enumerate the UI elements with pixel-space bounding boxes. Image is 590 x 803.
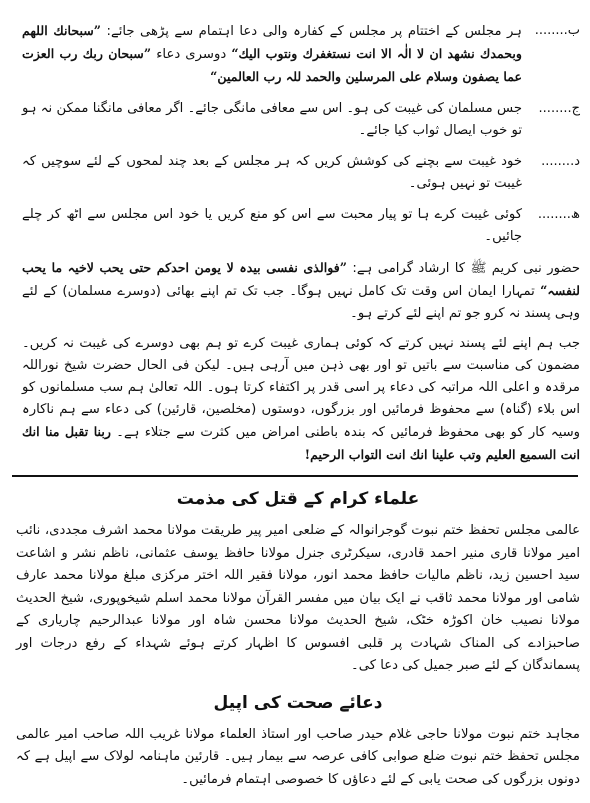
news-section (16, 484, 580, 803)
paragraph-text: جس مسلمان کی غیبت کی ہو۔ اس سے معافی مانگی جائے۔ اگر معافی مانگنا ممکن نہ ہو تو خوب ایصال ثواب کیا جائے۔ (22, 101, 522, 138)
advice-item (22, 151, 580, 195)
section-divider (12, 475, 578, 477)
health-appeal-text: مجاہد ختم نبوت مولانا حاجی غلام حیدر صاحب اور استاذ العلماء مولانا غریب اللہ صاحب امیر عالمی مجلس تحفظ ختم نبوت ضلع صوابی کافی عرصہ سے بیمار ہیں۔ قارئین ماہنامہ لولاک سے اپیل ہے کہ دونوں بزرگوں کی صحت یابی کے لئے دعاؤں کا خصوصی اہتمام فرمائیں۔ (16, 726, 580, 787)
hadith-paragraph (22, 257, 580, 325)
item-marker: ھ........ (537, 207, 580, 222)
arabic-quote: ربنا تقبل منا انك انت السمیع العلیم وتب علینا انك انت التواب الرحیم! (22, 424, 580, 462)
upper-section (22, 20, 580, 475)
paragraph-text: خود غیبت سے بچنے کی کوشش کریں کہ ہر مجلس کے بعد چند لمحوں کے لئے سوچیں کہ غیبت تو نہیں ہوئی۔ (22, 154, 522, 191)
paragraph-text: دوسری دعاء (151, 47, 232, 62)
health-appeal-heading: دعائے صحت کی اپیل (213, 692, 383, 713)
paragraph-text: تمہارا ایمان اس وقت تک کامل نہیں ہوگا۔ جب تک تم اپنے بھائی (دوسرے مسلمان) کے لئے وہی پسند نہ کرو جو تم اپنے لئے کرتے ہو۔ (22, 284, 580, 321)
paragraph-text: حضور نبی کریم ﷺ کا ارشاد گرامی ہے: (347, 261, 580, 276)
arabic-quote: ”سبحانك اللھم وبحمدك نشھد ان لا الٰہ الا انت نستغفرك ونتوب الیك“ (22, 23, 522, 61)
condemnation-heading: علماء کرام کے قتل کی مذمت (176, 489, 420, 509)
advice-list (22, 20, 580, 248)
arabic-quote: ”فوالذی نفسی بیدہ لا یومن احدکم حتی یحب لاخیہ ما یحب لنفسہ“ (22, 260, 580, 298)
arabic-quote: ”سبحان ربك رب العزت عما یصفون وسلام علی المرسلین والحمد للہ رب العالمین“ (22, 46, 522, 84)
paragraph-text: جب ہم اپنے لئے پسند نہیں کرتے کہ کوئی ہماری غیبت کرے تو ہم بھی دوسرے کی غیبت نہ کریں۔ مضمون کی مناسبت سے باتیں تو اور بھی ذہن میں آرہی ہیں۔ لیکن فی الحال حضرت شیخ نوراللہ مرقدہ و اعلی اللہ مراتبہ کی دعاء پر اسی قدر پر اکتفاء کرتا ہوں۔ اللہ تعالیٰ ہم سب مسلمانوں کو اس بلاء (گناہ) سے محفوظ فرمائیں اور بزرگوں، دوستوں (مخلصین، قارئین) کی دعاء سے ہم ناکارہ وسیہ کار کو بھی محفوظ فرمائیں کہ بندہ باطنی امراض میں کثرت سے جتلاء ہے۔ (22, 336, 580, 440)
condemnation-text: عالمی مجلس تحفظ ختم نبوت گوجرانوالہ کے ضلعی امیر پیر طریقت مولانا محمد اشرف مجددی، نائب امیر مولانا قاری منیر احمد قادری، سیکرٹری جنرل مولانا حافظ یوسف عثمانی، ناظم نشر و اشاعت سید احسین زید، ناظم مالیات حافظ محمد انور، مولانا فقیر اللہ اختر مرکزی مبلغ مولانا محمد عارف شامی اور مولانا محمد ثاقب نے ایک بیان میں مفسر القرآن مولانا محمد اسلم شیخوپوری، شیخ الحدیث مولانا نصیب خان اکوڑہ خٹک، شیخ الحدیث مولانا محسن شاہ اور مولانا عبدالرحیم چاریاری کے صاحبزادے کی المناک شہادت پر قلبی افسوس کا اظہار کرتے ہوئے شہداء کے رفع درجات اور پسماندگان کے لئے صبر جمیل کی دعا کی۔ (16, 523, 580, 673)
advice-item (22, 98, 580, 142)
item-marker: ب........ (534, 23, 580, 38)
item-text (22, 151, 522, 195)
advice-item (22, 204, 580, 248)
item-text (22, 204, 522, 248)
item-text (22, 98, 522, 142)
item-text (22, 20, 522, 89)
advice-item (22, 20, 580, 89)
closing-paragraph (22, 333, 580, 467)
item-marker: ج........ (538, 101, 580, 116)
paragraph-text: کوئی غیبت کرے ہا تو پیار محبت سے اس کو منع کریں یا خود اس مجلس سے اٹھ کر چلے جائیں۔ (22, 207, 522, 244)
paragraph-text: ہر مجلس کے اختتام پر مجلس کے کفارہ والی دعا اہتمام سے پڑھی جائے: (101, 24, 522, 39)
item-marker: د........ (541, 154, 580, 169)
